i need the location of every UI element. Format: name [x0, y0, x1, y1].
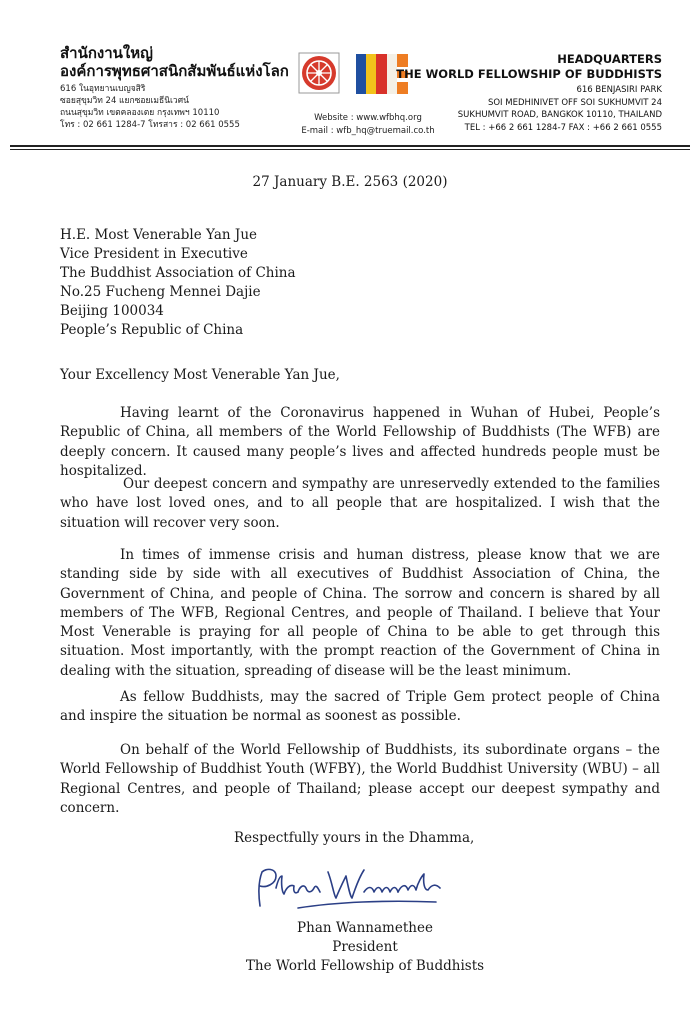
hq-title: HEADQUARTERS: [557, 52, 662, 66]
english-address-line: TEL : +66 2 661 1284-7 FAX : +66 2 661 0555: [464, 122, 662, 133]
org-title: THE WORLD FELLOWSHIP OF BUDDHISTS: [396, 67, 662, 81]
thai-title-line2: องค์การพุทธศาสนิกสัมพันธ์แห่งโลก: [60, 62, 289, 80]
signer-organization: The World Fellowship of Buddhists: [245, 958, 485, 974]
body-paragraph: In times of immense crisis and human distress, please know that we are standing side by side with all executives of Buddhist Association of China, the Government of China, and people of China. The sorrow and concern is shared by all members of The WFB, Regional Centres, and people of Thailand. I believe that Your Most Venerable is praying for all people of China to be able to get through this situation. Most importantly, with the prompt reaction of the Government of China in dealing with the situation, spreading of disease will be the least minimum.: [60, 547, 660, 679]
signer-name: Phan Wannamethee: [297, 920, 433, 936]
english-address-line: 616 BENJASIRI PARK: [576, 85, 662, 95]
signer-title: President: [332, 939, 398, 955]
email-text: E-mail : wfb_hq@truemail.co.th: [301, 126, 435, 136]
body-paragraph: As fellow Buddhists, may the sacred of Triple Gem protect people of China and inspire the situation be normal as soonest as possible.: [60, 689, 660, 725]
english-address-line: SUKHUMVIT ROAD, BANGKOK 10110, THAILAND: [457, 110, 662, 120]
english-letterhead-block: [362, 52, 662, 134]
recipient-line: Vice President in Executive: [60, 246, 248, 262]
handwritten-signature: [246, 862, 456, 920]
letterhead: [0, 0, 700, 150]
body-paragraph: Our deepest concern and sympathy are unreservedly extended to the families who have lost loved ones, and to all people that are hospitalized. I wish that the situation will recover very soon.: [60, 476, 660, 531]
salutation: Your Excellency Most Venerable Yan Jue,: [60, 367, 340, 383]
recipient-line: The Buddhist Association of China: [60, 265, 296, 281]
letterhead-divider: [10, 145, 690, 147]
thai-address: [60, 83, 300, 131]
thai-address-line: ถนนสุขุมวิท เขตคลองเตย กรุงเทพฯ 10110: [60, 108, 220, 118]
website-text: Website : www.wfbhq.org: [314, 113, 422, 123]
body-paragraph: Having learnt of the Coronavirus happened in Wuhan of Hubei, People’s Republic of China, all members of the World Fellowship of Buddhists (The WFB) are deeply concern. It caused many people’s lives and affected hundreds people must be hospitalized.: [60, 405, 660, 479]
thai-address-line: 616 ในอุทยานเบญจสิริ: [60, 84, 146, 94]
recipient-line: No.25 Fucheng Mennei Dajie: [60, 284, 261, 300]
thai-address-line: ซอยสุขุมวิท 24 แยกซอยเมธีนิเวศน์: [60, 96, 189, 106]
recipient-line: Beijing 100034: [60, 303, 164, 319]
signer-block: [0, 919, 700, 976]
recipient-address: [60, 226, 296, 340]
thai-letterhead-block: [60, 44, 300, 131]
body-paragraph: On behalf of the World Fellowship of Buddhists, its subordinate organs – the World Fellowship of Buddhist Youth (WFBY), the World Buddhist University (WBU) – all Regional Centres, and people of Thailand; please accept our deepest sympathy and concern.: [60, 742, 660, 816]
english-address: [362, 84, 662, 134]
thai-title-line1: สำนักงานใหญ่: [60, 44, 153, 62]
english-address-line: SOI MEDHINIVET OFF SOI SUKHUMVIT 24: [487, 97, 662, 108]
recipient-line: People’s Republic of China: [60, 322, 244, 338]
recipient-line: H.E. Most Venerable Yan Jue: [60, 227, 258, 243]
letterhead-divider-thin: [10, 149, 690, 150]
dharma-wheel-logo-icon: [298, 52, 340, 94]
letter-date: 27 January B.E. 2563 (2020): [252, 174, 448, 190]
closing: Respectfully yours in the Dhamma,: [234, 830, 475, 846]
thai-address-line: โทร : 02 661 1284-7 โทรสาร : 02 661 0555: [60, 120, 240, 130]
